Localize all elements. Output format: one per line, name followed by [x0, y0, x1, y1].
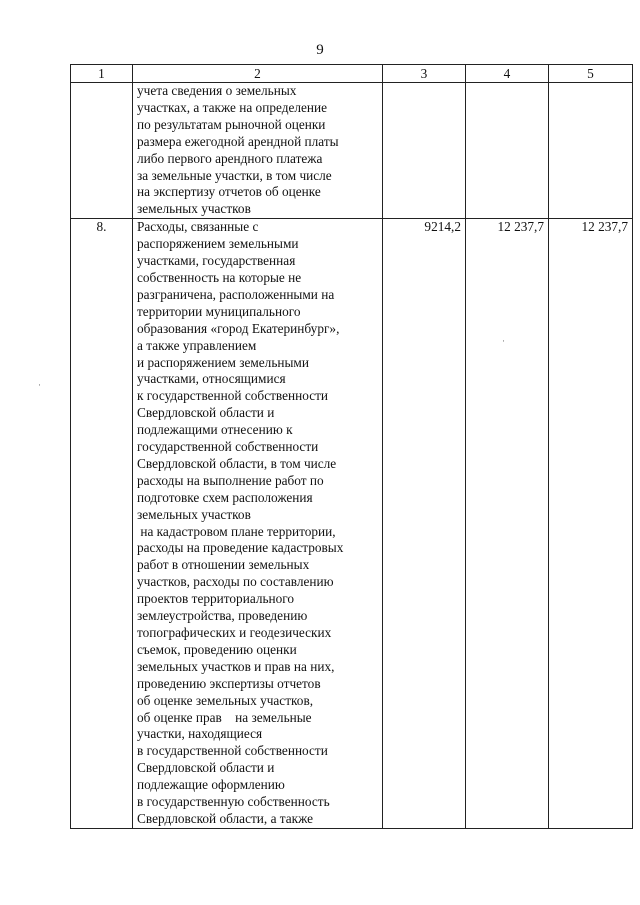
scan-speck: ·	[502, 336, 505, 346]
page-number: 9	[316, 42, 324, 58]
column-header-4: 4	[466, 65, 549, 83]
row-number: 8.	[71, 219, 133, 829]
table-row	[71, 83, 633, 219]
column-header-3: 3	[383, 65, 466, 83]
row-number	[71, 83, 133, 219]
row-description: учета сведения о земельных участках, а также на определение по результатам рыночной оценки размера ежегодной арендной платы либо первого арендного платежа за земельные участки, в том числе на экспертизу отчетов об оценке земельных участков	[133, 83, 383, 219]
row-value-col3: 9214,2	[383, 219, 466, 829]
row-value-col4: 12 237,7	[466, 219, 549, 829]
row-value-col5	[549, 83, 633, 219]
row-value-col3	[383, 83, 466, 219]
row-value-col5: 12 237,7	[549, 219, 633, 829]
table-header-row	[71, 65, 633, 83]
budget-table	[70, 64, 633, 829]
row-value-col4	[466, 83, 549, 219]
column-header-5: 5	[549, 65, 633, 83]
table-row	[71, 219, 633, 829]
column-header-1: 1	[71, 65, 133, 83]
row-description: Расходы, связанные с распоряжением земельными участками, государственная собственность на которые не разграничена, расположенными на территории муниципального образования «город Екатеринбург», а также управлением и распоряжением земельными участками, относящимися к государственной собственности Свердловской области и подлежащими отнесению к государственной собственности Свердловской области, в том числе расходы на выполнение работ по подготовке схем расположения земельных участков на кадастровом плане территории, расходы на проведение кадастровых работ в отношении земельных участков, расходы по составлению проектов территориального землеустройства, проведению топографических и геодезических съемок, проведению оценки земельных участков и прав на них, проведению экспертизы отчетов об оценке земельных участков, об оценке прав на земельные участки, находящиеся в государственной собственности Свердловской области и подлежащие оформлению в государственную собственность Свердловской области, а также	[133, 219, 383, 829]
column-header-2: 2	[133, 65, 383, 83]
scan-speck: ·	[38, 380, 41, 390]
